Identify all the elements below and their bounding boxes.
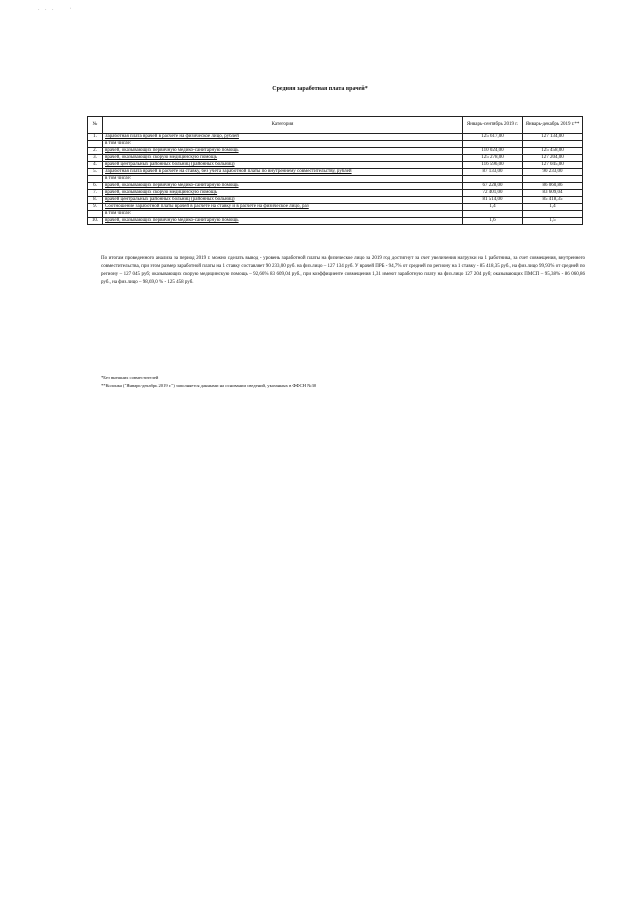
row-value-jan-sep: 67 228,00	[463, 183, 523, 190]
row-value-jan-dec: 85 418,35	[523, 197, 583, 204]
row-num: 8.	[88, 197, 103, 204]
row-value-jan-sep: 116 596,00	[463, 162, 523, 169]
table-row	[88, 176, 583, 183]
row-value-jan-dec: 83 609,04	[523, 190, 583, 197]
analysis-paragraph: По итогам проведенного анализа за период 2019 г. можно сделать вывод - уровень заработной платы на физическое лицо за 2019 год достигнут за счет увеличения нагрузки на 1 работника, за счет совмещения, внутреннего совместительства, при этом размер заработной платы на 1 ставку составляет 90 233,00 руб. на физ.лицо – 127 134 руб. У врачей ПРБ - 94,7% от средней по региону на 1 ставку - 85 418,35 руб., на физ.лицо 99,93% от средней по региону – 127 045 руб; оказывающих скорую медицинскую помощь – 92,66% 83 609,04 руб., при коэффициенте совмещения 1,31 имеют заработную плату на физ.лицо 127 204 руб; оказывающих ПМСП – 95,38% - 86 060,86 руб., на физ.лицо – 98,69,0 % - 125 458 руб.	[101, 256, 585, 285]
table-row	[88, 169, 583, 176]
row-num: 6.	[88, 183, 103, 190]
row-value-jan-dec: 127 204,00	[523, 155, 583, 162]
header-category: Категория	[103, 117, 463, 134]
row-value-jan-dec: 127 045,00	[523, 162, 583, 169]
row-value-jan-sep: 81 514,00	[463, 197, 523, 204]
row-num: 1.	[88, 134, 103, 141]
row-value-jan-sep: 72 401,00	[463, 190, 523, 197]
header-jan-sep: Январь-сентябрь 2019 г.	[463, 117, 523, 134]
header-num: №	[88, 117, 103, 134]
row-category: Заработная плата врачей в расчете на ставку, без учета заработной платы по внутреннему совместительству, рублей	[103, 169, 463, 176]
salary-table	[87, 116, 583, 225]
row-category: врачей, оказывающих первичную медико-санитарную помощь	[103, 218, 463, 225]
table-row	[88, 183, 583, 190]
footnotes	[101, 374, 581, 390]
row-num: 2.	[88, 148, 103, 155]
table-row	[88, 197, 583, 204]
row-num	[88, 141, 103, 148]
row-category: врачей, оказывающих первичную медико-санитарную помощь	[103, 148, 463, 155]
row-num: 9.	[88, 204, 103, 211]
row-category: врачей, оказывающих скорую медицинскую помощь	[103, 155, 463, 162]
row-num	[88, 176, 103, 183]
row-num: 3.	[88, 155, 103, 162]
row-value-jan-dec: 1,5	[523, 218, 583, 225]
row-value-jan-dec	[523, 176, 583, 183]
row-value-jan-dec: 1,4	[523, 204, 583, 211]
table-row	[88, 204, 583, 211]
row-value-jan-dec: 90 233,00	[523, 169, 583, 176]
row-num	[88, 211, 103, 218]
table-row	[88, 211, 583, 218]
table-row	[88, 162, 583, 169]
row-category: Соотношение заработной платы врачей в расчете на ставку и в расчете на физическое лицо, раз	[103, 204, 463, 211]
row-value-jan-dec	[523, 141, 583, 148]
scan-artifact: . . . ·	[38, 6, 74, 12]
row-category: Заработная плата врачей в расчете на физическое лицо, рублей	[103, 134, 463, 141]
row-value-jan-dec: 125 458,00	[523, 148, 583, 155]
footnote: *Без внешних совместителей	[101, 375, 159, 380]
row-value-jan-sep	[463, 176, 523, 183]
table-row	[88, 141, 583, 148]
document-title: Средняя заработная плата врачей*	[272, 86, 368, 92]
row-category: врачей, оказывающих скорую медицинскую помощь	[103, 190, 463, 197]
row-value-jan-sep: 125 278,00	[463, 155, 523, 162]
table-row	[88, 155, 583, 162]
table-header-row	[88, 117, 583, 134]
row-category: врачей центральных районных больниц (районных больниц)	[103, 197, 463, 204]
table-row	[88, 134, 583, 141]
row-category: в том числе:	[103, 141, 463, 148]
row-value-jan-dec: 127 134,00	[523, 134, 583, 141]
row-value-jan-dec	[523, 211, 583, 218]
row-value-jan-sep	[463, 211, 523, 218]
table-row	[88, 190, 583, 197]
table-row	[88, 148, 583, 155]
row-value-jan-sep: 125 617,00	[463, 134, 523, 141]
row-value-jan-sep: 1,6	[463, 218, 523, 225]
row-value-jan-sep: 87 133,00	[463, 169, 523, 176]
table-row	[88, 218, 583, 225]
row-num: 5.	[88, 169, 103, 176]
row-category: в том числе:	[103, 176, 463, 183]
row-category: в том числе:	[103, 211, 463, 218]
row-num: 4.	[88, 162, 103, 169]
row-num: 7.	[88, 190, 103, 197]
row-category: врачей центральных районных больниц (районных больниц)	[103, 162, 463, 169]
row-value-jan-sep: 110 024,00	[463, 148, 523, 155]
row-value-jan-dec: 86 060,86	[523, 183, 583, 190]
row-num: 10.	[88, 218, 103, 225]
header-jan-dec: Январь-декабрь 2019 г.**	[523, 117, 583, 134]
row-category: врачей, оказывающих первичную медико-санитарную помощь	[103, 183, 463, 190]
row-value-jan-sep: 1,4	[463, 204, 523, 211]
footnote: **Колонка ("Январь-декабрь 2019 г.") заполняется данными на основании сведений, указанных в ФФСН №30	[101, 383, 317, 388]
row-value-jan-sep	[463, 141, 523, 148]
